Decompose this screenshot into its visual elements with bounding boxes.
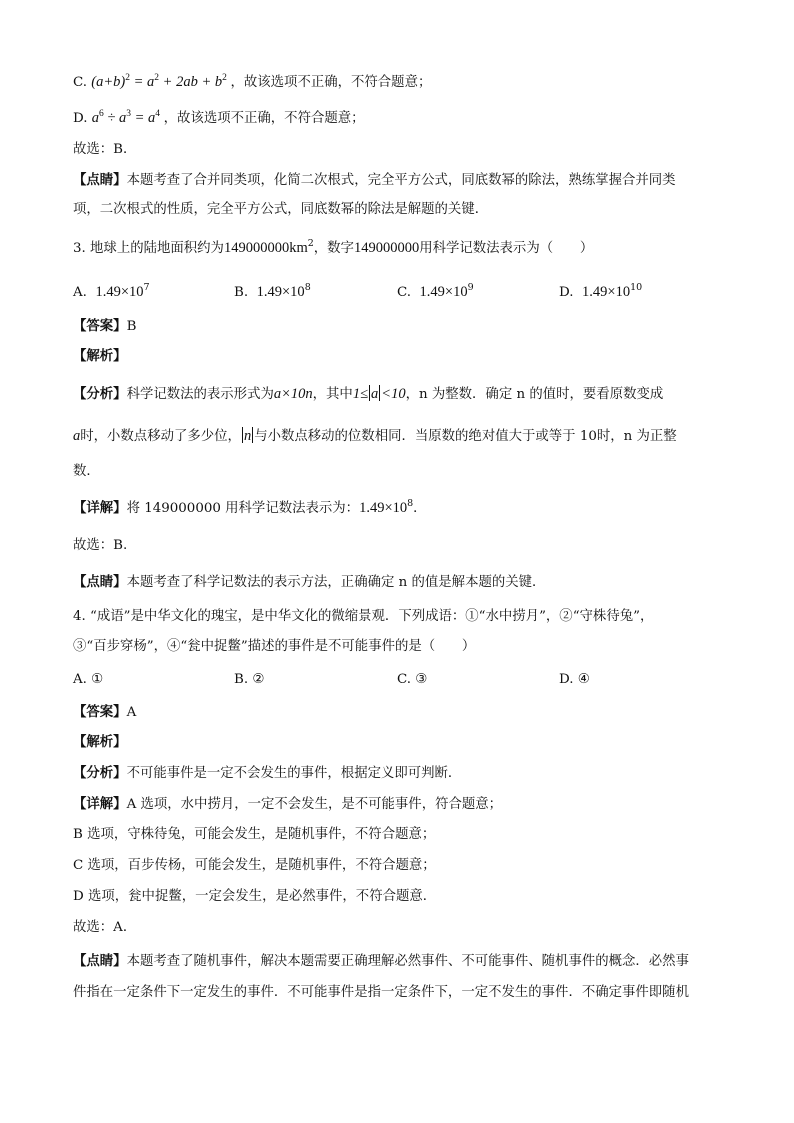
q4-xiangjie-b: B 选项，守株待兔，可能会发生，是随机事件，不符合题意；	[73, 827, 436, 842]
q3-xiangjie: 【详解】将 149000000 用科学记数法表示为：$1.49\times 10^8$．	[73, 498, 427, 516]
q4-option-a: A. ①	[73, 672, 104, 687]
q4-fenxi: 【分析】不可能事件是一定不会发生的事件，根据定义即可判断．	[73, 765, 462, 781]
q3-stem: 3. 地球上的陆地面积约为$149000000km^2$，数字149000000用科学记数法表示为（ ）	[73, 238, 594, 256]
q2-d-text: ，故该选项不正确，不符合题意；	[163, 111, 365, 126]
q3-fenxi-line-1: 【分析】科学记数法的表示形式为a×10n，其中1≤ a <10，n 为整数．确定 n 的值时，要看原数变成	[73, 386, 664, 402]
q2-d-label: D.	[73, 111, 88, 126]
q2-choice: 故选：B．	[73, 142, 137, 157]
q2-c-text: ，故该选项不正确，不符合题意；	[230, 75, 432, 90]
q4-choice: 故选：A．	[73, 920, 137, 935]
q2-comment-line-1: 【点睛】本题考查了合并同类项，化简二次根式，完全平方公式，同底数幂的除法，熟练掌握合并同类	[73, 172, 676, 188]
q3-option-d: D. $1.49\times 10^{10}$	[559, 282, 643, 300]
q4-xiangjie-a: 【详解】A 选项，水中捞月，一定不会发生，是不可能事件，符合题意；	[73, 796, 503, 812]
q3-fenxi-line-2: a时，小数点移动了多少位， n 与小数点移动的位数相同．当原数的绝对值大于或等于 10时，n 为正整	[73, 428, 677, 444]
q4-stem-line-2: ③“百步穿杨”，④“瓮中捉鳖”描述的事件是不可能事件的是（ ）	[73, 639, 476, 654]
q3-analysis-tag: 【解析】	[73, 348, 127, 364]
q3-fenxi-line-3: 数．	[73, 464, 100, 479]
q2-comment-tag: 【点睛】	[73, 172, 127, 188]
q3-option-b: B. $1.49\times 10^8$	[234, 282, 311, 300]
q4-answer: 【答案】A	[73, 704, 137, 720]
q4-option-d: D. ④	[559, 672, 590, 687]
q3-choice: 故选：B.	[73, 538, 128, 553]
q3-option-a: A. $1.49\times 10^7$	[73, 282, 150, 300]
q2-comment-line-2: 项，二次根式的性质，完全平方公式，同底数幂的除法是解题的关键．	[73, 202, 489, 217]
q4-option-b: B. ②	[234, 672, 265, 687]
q4-xiangjie-c: C 选项，百步传杨，可能会发生，是随机事件，不符合题意；	[73, 858, 436, 873]
q4-comment-line-2: 件指在一定条件下一定发生的事件．不可能事件是指一定条件下，一定不发生的事件．不确定事件即随机	[73, 985, 689, 1000]
q3-answer: 【答案】B	[73, 318, 137, 334]
q4-analysis-tag: 【解析】	[73, 734, 127, 750]
q4-stem-line-1: 4. “成语”是中华文化的瑰宝，是中华文化的微缩景观．下列成语：①“水中捞月”，②“守株待兔”，	[73, 609, 654, 624]
q4-xiangjie-d: D 选项，瓮中捉鳖，一定会发生，是必然事件，不符合题意．	[73, 889, 437, 904]
q2-option-c-line	[73, 72, 431, 93]
q3-option-c: C. $1.49\times 10^9$	[397, 282, 474, 300]
q2-c-expression: $(a+b)^2 = a^2 + 2ab + b^2$	[91, 73, 227, 90]
q2-d-expression: $a^6 \div a^3 = a^4$	[91, 109, 161, 126]
q4-option-c: C. ③	[397, 672, 428, 687]
q3-comment: 【点睛】本题考查了科学记数法的表示方法，正确确定 n 的值是解本题的关键．	[73, 574, 546, 590]
q2-option-d-line	[73, 108, 365, 129]
q2-c-label: C.	[73, 75, 88, 90]
q4-comment-line-1: 【点睛】本题考查了随机事件，解决本题需要正确理解必然事件、不可能事件、随机事件的概念．必然事	[73, 953, 689, 969]
